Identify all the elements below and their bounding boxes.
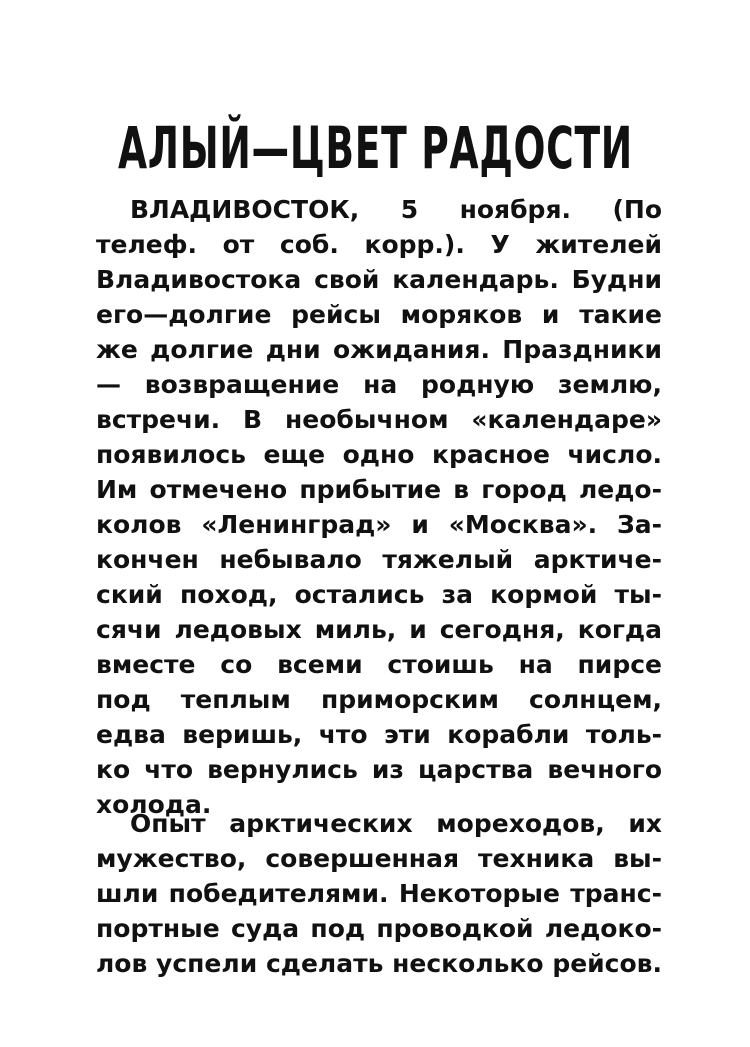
text-line: колов «Ленинград» и «Москва». За- <box>96 510 662 539</box>
text-line: едва веришь, что эти корабли толь- <box>96 720 662 749</box>
paragraph-2 <box>96 806 662 981</box>
text-line: лов успели сделать несколько рейсов. <box>96 949 662 978</box>
text-line: под теплым приморским солнцем, <box>96 685 662 714</box>
text-line: же долгие дни ожидания. Праздники <box>96 335 662 364</box>
text-line: встречи. В необычном «календаре» <box>96 405 662 434</box>
text-line: холода. <box>96 790 212 819</box>
text-line: ский поход, остались за кормой ты- <box>96 580 662 609</box>
text-line: Им отмечено прибытие в город ледо- <box>96 475 662 504</box>
text-line: Владивостока свой календарь. Будни <box>96 265 662 294</box>
text-line: кончен небывало тяжелый арктиче- <box>96 545 662 574</box>
text-line: вместе со всеми стоишь на пирсе <box>96 650 662 679</box>
text-line: Опыт арктических мореходов, их <box>130 809 662 838</box>
headline: АЛЫЙ—ЦВЕТ РАДОСТИ <box>118 114 633 182</box>
text-line: — возвращение на родную землю, <box>96 370 662 399</box>
text-line: портные суда под проводкой ледоко- <box>96 914 662 943</box>
text-line: шли победителями. Некоторые транс- <box>96 879 662 908</box>
text-line: сячи ледовых миль, и сегодня, когда <box>96 615 662 644</box>
text-line: телеф. от соб. корр.). У жителей <box>96 230 662 259</box>
text-line: ВЛАДИВОСТОК, 5 ноября. (По <box>130 195 662 224</box>
paragraph-1 <box>96 192 662 822</box>
text-line: мужество, совершенная техника вы- <box>96 844 662 873</box>
text-line: появилось еще одно красное число. <box>96 440 662 469</box>
text-line: ко что вернулись из царства вечного <box>96 755 662 784</box>
text-line: его—долгие рейсы моряков и такие <box>96 300 662 329</box>
